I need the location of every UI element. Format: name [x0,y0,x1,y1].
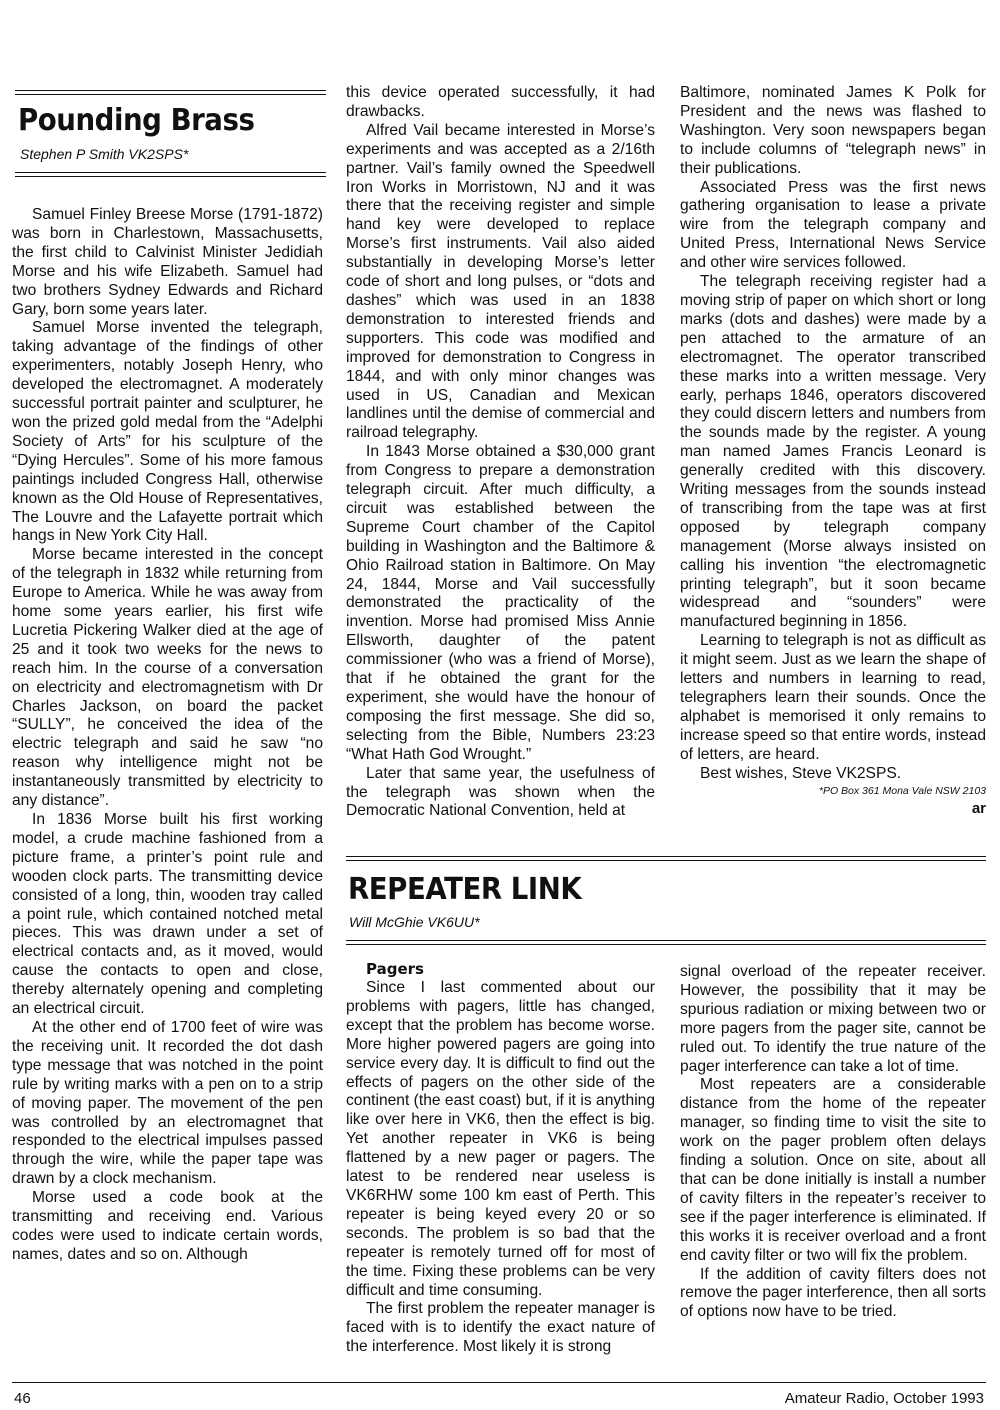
paragraph: Later that same year, the usefulness of the telegraph was shown when the Democratic National Convention, held at [346,764,655,820]
article1-byline: Stephen P Smith VK2SPS* [20,146,189,162]
paragraph: Samuel Morse invented the telegraph, taking advantage of the findings of other experimenters, notably Joseph Henry, who developed the electromagnet. A moderately successful portrait painter and sculpturer, he won the prized gold medal from the “Adelphi Society of Arts” for his sculpture of the “Dying Hercules”. Some of his more famous paintings included Congress Hall, otherwise known as the Old House of Representatives, The Louvre and the Lafayette portrait which hangs in New York City Hall. [12,319,323,545]
article1-top-rule [15,90,326,91]
paragraph: Learning to telegraph is not as difficult as it might seem. Just as we learn the shape of letters and numbers in learning to read, telegraphers learn their sounds. Once the alphabet is memorised it only remains to increase speed so that entire words, instead of letters, are heard. [680,632,986,763]
paragraph: this device operated successfully, it had drawbacks. [346,84,655,120]
article1-column-2 [346,84,655,844]
publication-name: Amateur Radio, October 1993 [784,1390,984,1407]
section-subhead: Pagers [366,960,424,978]
paragraph: Morse used a code book at the transmitting and receiving end. Various codes were used to indicate certain words, names, dates and so on. Although [12,1189,323,1263]
paragraph: Baltimore, nominated James K Polk for President and the news was flashed to Washington. Very soon newspapers began to include columns of “telegraph news” in their publications. [680,84,986,177]
paragraph: In 1843 Morse obtained a $30,000 grant from Congress to prepare a demonstration telegraph circuit. After much difficulty, a circuit was established between the Supreme Court chamber of the Capitol building in Washington and the Baltimore & Ohio Railroad station in Baltimore. On May 24, 1844, Morse and Vail successfully demonstrated the practicality of the invention. Morse had promised Miss Annie Ellsworth, daughter of the patent commissioner (who was a friend of Morse), that if he obtained the grant for the experiment, she would have the honour of composing the first message. She did so, selecting from the Bible, Numbers 23:23 “What Hath God Wrought.” [346,443,655,763]
paragraph: signal overload of the repeater receiver. However, the possibility that it may be spurious radiation or mixing between two or more pagers from the pager site, cannot be ruled out. To identify the true nature of the pager interference can take a lot of time. [680,963,986,1075]
article2-byline: Will McGhie VK6UU* [349,914,480,930]
article2-column-2 [680,963,986,1360]
paragraph: The first problem the repeater manager is faced with is to identify the exact nature of the interference. Most likely it is strong [346,1300,655,1356]
paragraph: Morse became interested in the concept of the telegraph in 1832 while returning from Europe to America. While he was away from home some years earlier, his first wife Lucretia Pickering Walker died at the age of 25 and it took two weeks for the news to reach him. In the course of a conversation on electricity and electromagnetism with Dr Charles Jackson, on board the packet “SULLY”, he conceived the idea of the electric telegraph and said he saw “no reason why intelligence might not be instantaneously transmitted by electricity to any distance”. [12,546,323,810]
paragraph: Since I last commented about our problems with pagers, little has changed, except that the problem has become worse. More higher powered pagers are going into service every day. It is difficult to find out the effects of pagers on the other side of the continent (the east coast) but, if it is anything like over here in VK6, then the effect is big. Yet another repeater in VK6 is being flattened by a new pager or pagers. The latest to be rendered near useless is VK6RHW some 100 km east of Perth. This repeater is being keyed every 20 or so seconds. The problem is so bad that the repeater is remotely turned off for most of the time. Fixing these problems can be very difficult and time consuming. [346,979,655,1299]
paragraph: In 1836 Morse built his first working model, a crude machine fashioned from a picture frame, a printer’s point rule and wooden clock parts. The transmitting device consisted of a long, thin, wooden tray called a point rule, which contained notched metal pieces. This was drawn under a set of electrical contacts and, as it moved, would cause the contacts to open and close, thereby alternately opening and completing an electrical circuit. [12,811,323,1018]
signoff: Best wishes, Steve VK2SPS. [700,764,902,782]
paragraph: Most repeaters are a considerable distance from the home of the repeater manager, so finding time to visit the site to work on the pager problem often delays finding a solution. Once on site, about all that can be done initially is install a number of cavity filters in the repeater’s receiver to see if the pager interference is eliminated. If this works it is receiver overload and a front end cavity filter or two will fix the problem. [680,1076,986,1264]
article2-bottom-rule [346,940,986,941]
article1-title: Pounding Brass [18,103,255,138]
paragraph: At the other end of 1700 feet of wire was the receiving unit. It recorded the dot dash type message that was notched in the point rule by writing marks with a pen on to a strip of moving paper. The movement of the pen was controlled by an electromagnet that responded to the electrical impulses passed through the wire, while the paper tape was drawn by a clock mechanism. [12,1018,323,1188]
end-mark: ar [971,799,986,817]
article1-column-3 [680,84,986,844]
article2-column-1 [346,960,655,1360]
article2-top-rule [346,856,986,857]
article2-title: REPEATER LINK [348,872,582,907]
paragraph: Associated Press was the first news gathering organisation to lease a private wire from the telegraph company and United Press, International News Service and other wire services followed. [680,178,986,272]
paragraph: If the addition of cavity filters does not remove the pager interference, then all sorts of options now have to be tried. [680,1265,986,1321]
page-number: 46 [14,1390,31,1407]
paragraph: Alfred Vail became interested in Morse’s experiments and was accepted as a 2/16th partner. Vail’s family owned the Speedwell Iron Works in Morristown, NJ and it was there that the receiving register and simple hand key were developed to replace Morse’s first instruments. Vail also aided substantially in developing Morse’s letter code of short and long pulses, or “dots and dashes” which was used in an 1838 demonstration to interested friends and supporters. This code was modified and improved for demonstration to Congress in 1844, and with only minor changes was used in US, Canadian and Mexican landlines until the demise of commercial and railroad telegraphy. [346,121,655,442]
author-address: *PO Box 361 Mona Vale NSW 2103 [818,784,986,797]
paragraph: The telegraph receiving register had a moving strip of paper on which short or long marks (dots and dashes) were made by a pen attached to the armature of an electromagnet. The operator transcribed these marks into a written message. Very early, perhaps 1846, operators discovered they could discern letters and numbers from the sounds made by the register. A young man named James Francis Leonard is generally credited with this discovery. Writing messages from the sounds instead of transcribing from the tape was at first opposed by telegraph company management (Morse always insisted on calling his invention “the electromagnetic printing telegraph”, but it soon became widespread and “sounders” were manufactured beginning in 1856. [680,273,986,631]
paragraph: Samuel Finley Breese Morse (1791-1872) was born in Charlestown, Massachusetts, the first child to Calvinist Minister Jedidiah Morse and his wife Elizabeth. Samuel had two brothers Sydney Edwards and Richard Gary, born some years later. [12,206,323,318]
article1-column-1 [12,206,323,1358]
footer-rule [12,1382,986,1383]
article1-bottom-rule [15,172,326,173]
